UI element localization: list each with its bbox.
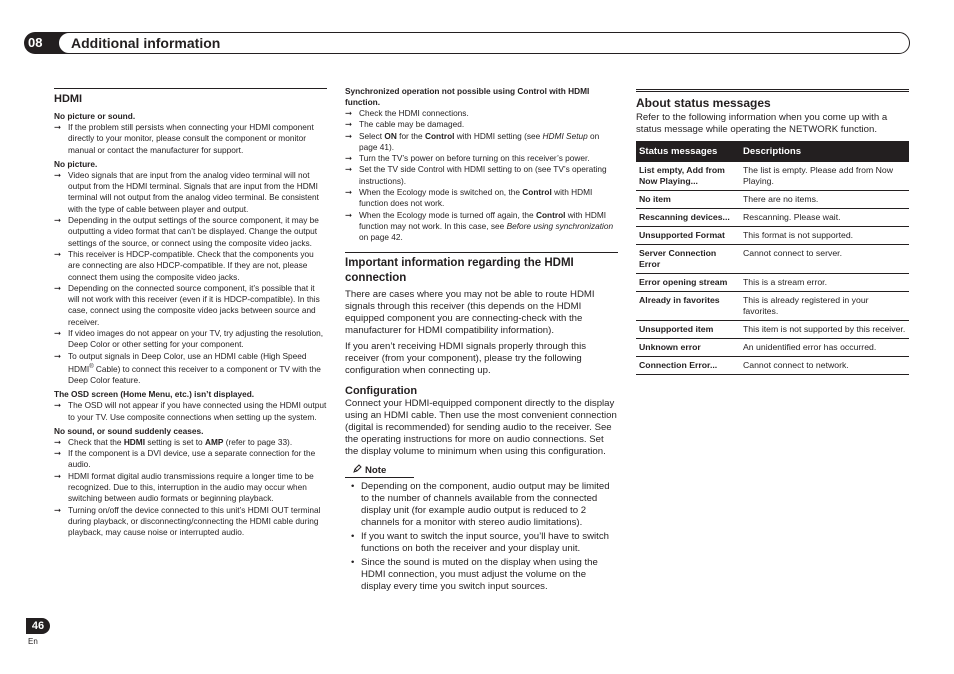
arrow-icon: ➞ [345,153,352,164]
note-item: • If you want to switch the input source, you’ll have to switch functions on both the receiver and your display unit. [351,530,609,554]
column-header: Status messages [636,141,740,162]
column-sync [345,84,618,595]
list-item: ➞ Turning on/off the device connected to this unit’s HDMI OUT terminal during playback, or disconnecting/connecting the HDMI cable during playback, may cause noise or interrupted audio. [54,504,321,538]
arrow-icon: ➞ [54,436,61,447]
chapter-number: 08 [24,32,70,54]
list-item: ➞ Depending on the connected source component, it’s possible that it will not work with this receiver (even if it is HDCP-compatible). In this case, connect using the composite video jacks between source and receiver. [54,282,320,327]
note-item: • Depending on the component, audio output may be limited to the number of channels available from the connected display unit (for example audio output is reduced to 2 channels for a monitor with stereo audio limitations). [351,480,610,528]
page-number: 46 [26,618,50,634]
list-item: ➞ Video signals that are input from the analog video terminal will not output from the HDMI terminal. Signals that are input from the HDMI terminal will not output from the analog video terminal. Be consistent with the type of cable between player and output. [54,169,319,214]
subheading: Synchronized operation not possible using Control with HDMI function. [345,86,590,107]
section-rule [54,88,327,89]
arrow-icon: ➞ [345,108,352,118]
table-row: Server Connection Error Cannot connect to server. [636,245,909,274]
arrow-icon: ➞ [345,164,352,175]
arrow-icon: ➞ [345,130,352,141]
list-item: ➞ If video images do not appear on your TV, try adjusting the resolution, Deep Color or other setting for your component. [54,328,324,350]
hdmi-heading: HDMI [54,93,83,105]
chapter-title-frame [58,32,910,54]
list-item: ➞ The OSD will not appear if you have connected using the HDMI output to your TV. Use composite connections when setting up the system. [54,400,327,422]
arrow-icon: ➞ [54,122,61,132]
column-hdmi [54,88,327,539]
chapter-title: Additional information [71,35,221,51]
table-row: Unsupported Format This format is not supported. [636,227,909,245]
list-item: ➞ When the Ecology mode is switched on, the Control with HDMI function does not work. [345,187,593,209]
section-rule [345,252,618,253]
configuration-heading: Configuration [345,384,418,397]
arrow-icon: ➞ [54,504,61,515]
list-item: ➞ Depending in the output settings of the source component, it may be outputting a video format that can’t be displayed. Change the output settings of the source, or connect using the composite video jacks. [54,215,319,248]
list-item: ➞ When the Ecology mode is turned off again, the Control with HDMI function may not work. In this case, see Before using synchronization on page 42. [345,209,614,243]
subheading: No picture. [54,158,98,169]
note-label: Note [345,464,414,478]
table-row: No item There are no items. [636,191,909,209]
list-item: ➞ To output signals in Deep Color, use an HDMI cable (High Speed HDMI® Cable) to connect this receiver to a component or TV with the Deep Color feature. [54,350,321,385]
list-item: ➞ Set the TV side Control with HDMI setting to on (see TV’s operating instructions). [345,164,607,186]
table-header-row [636,141,909,162]
intro-paragraph: Refer to the following information when you come up with a status message while operating the NETWORK function. [636,112,888,135]
table-row: Unknown error An unidentified error has occurred. [636,339,909,357]
section-rule [636,89,909,92]
bullet-icon: • [351,556,355,568]
paragraph: There are cases where you may not be able to route HDMI signals through this receiver (this depends on the HDMI equipped component you are connecting-check with the manufacturer for HDMI compatibility information). [345,288,595,336]
subheading: The OSD screen (Home Menu, etc.) isn’t displayed. [54,389,255,400]
list-item: ➞ The cable may be damaged. [345,119,465,130]
paragraph: If you aren’t receiving HDMI signals properly through this receiver (from your component), please try the following configuration when connecting up. [345,340,587,376]
arrow-icon: ➞ [345,119,352,130]
arrow-icon: ➞ [54,400,61,411]
list-item: ➞ Check the HDMI connections. [345,108,469,118]
table-row: List empty, Add from Now Playing... The list is empty. Please add from Now Playing. [636,162,909,191]
note-item: • Since the sound is muted on the display when using the HDMI connection, you must adjust the volume on the display every time you switch input sources. [351,556,598,592]
arrow-icon: ➞ [54,350,61,361]
arrow-icon: ➞ [54,248,61,259]
column-status [636,89,909,375]
arrow-icon: ➞ [54,470,61,481]
pencil-icon [353,464,363,477]
subheading: No sound, or sound suddenly ceases. [54,425,204,436]
column-header: Descriptions [740,141,909,162]
table-row: Unsupported item This item is not supported by this receiver. [636,321,909,339]
list-item: ➞ Select ON for the Control with HDMI setting (see HDMI Setup on page 41). [345,130,600,152]
arrow-icon: ➞ [54,448,61,459]
language-code: En [28,637,38,646]
list-item: ➞ If the problem still persists when connecting your HDMI component directly to your monitor, please consult the component or monitor manual or contact the manufacturer for support. [54,122,314,155]
arrow-icon: ➞ [54,215,61,226]
list-item: ➞ Check that the HDMI setting is set to AMP (refer to page 33). [54,436,293,447]
arrow-icon: ➞ [345,209,352,220]
important-heading: Important information regarding the HDMI connection [345,256,574,284]
arrow-icon: ➞ [54,169,61,180]
arrow-icon: ➞ [345,187,352,198]
chapter-header [24,32,910,54]
table-row: Rescanning devices... Rescanning. Please wait. [636,209,909,227]
arrow-icon: ➞ [54,282,61,293]
table-row: Error opening stream This is a stream error. [636,274,909,292]
list-item: ➞ This receiver is HDCP-compatible. Check that the components you are connecting are also HDCP-compatible. If they are not, please connect them using the composite video jacks. [54,248,314,282]
table-row: Connection Error... Cannot connect to network. [636,357,909,375]
table-row: Already in favorites This is already registered in your favorites. [636,292,909,321]
paragraph: Connect your HDMI-equipped component directly to the display using an HDMI cable. Then use the most convenient connection (digital is recommended) for sending audio to the receiver. See the operating instructions for more on audio connections. Set the display volume to minimum when using this configuration. [345,397,617,457]
list-item: ➞ Turn the TV’s power on before turning on this receiver’s power. [345,153,590,164]
status-heading: About status messages [636,96,771,110]
arrow-icon: ➞ [54,328,61,339]
subheading: No picture or sound. [54,111,136,121]
status-table [636,141,909,375]
list-item: ➞ If the component is a DVI device, use a separate connection for the audio. [54,448,316,470]
bullet-icon: • [351,530,355,542]
list-item: ➞ HDMI format digital audio transmissions require a longer time to be recognized. Due to this, interruption in the audio may occur when switching between audio formats or beginning playback. [54,470,314,504]
bullet-icon: • [351,480,355,492]
